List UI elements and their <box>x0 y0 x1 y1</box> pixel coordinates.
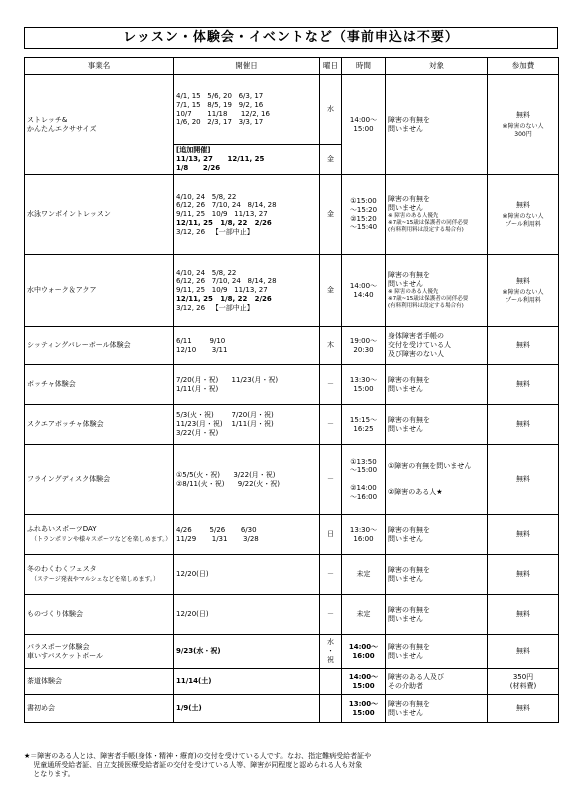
target-note <box>388 213 485 234</box>
event-fee <box>488 635 559 669</box>
target-line: 問いません <box>388 124 423 133</box>
day-line: 金 <box>327 286 334 295</box>
target-line <box>388 471 485 480</box>
day-line: 日 <box>327 530 334 539</box>
date-line: ②8/11(火・祝) 9/22(火・祝) <box>176 479 280 488</box>
event-name-line: 冬のわくわくフェスタ <box>27 565 97 574</box>
event-name-line: かんたんエクササイズ <box>27 124 97 133</box>
header-dates: 開催日 <box>174 58 320 75</box>
event-name <box>25 595 174 635</box>
target-line: 障害の有無を <box>388 525 430 534</box>
event-dates <box>174 405 320 445</box>
event-fee <box>488 515 559 555</box>
date-line: 7/1, 15 8/5, 19 9/2, 16 <box>176 100 264 109</box>
event-target <box>386 515 488 555</box>
target-note-line: ※7歳~15歳は保護者の同伴必要 <box>388 219 469 226</box>
date-line: 3/12, 26 【一部中止】 <box>176 227 254 236</box>
event-fee <box>488 445 559 515</box>
time-line: ～15:40 <box>349 223 378 232</box>
date-line: 6/12, 26 7/10, 24 8/14, 28 <box>176 277 277 286</box>
table-header-row <box>25 58 559 75</box>
event-name-line: ものづくり体験会 <box>27 610 83 619</box>
event-name-line: ストレッチ& <box>27 115 68 124</box>
date-line: 11/29 1/31 3/28 <box>176 534 259 543</box>
footnote-line: ★＝障害のある人とは、障害者手帳(身体・精神・療育)の交付を受けている人です。なお、指定難病受給者証や <box>24 752 372 760</box>
event-name <box>25 75 174 175</box>
fee-line: 無料 <box>516 530 530 539</box>
event-day <box>320 255 342 327</box>
day-line: － <box>327 475 334 484</box>
date-line: 1/8 2/26 <box>176 163 221 172</box>
additional-title: [追加開催] <box>176 146 211 155</box>
fee-note-line: 300円 <box>514 130 532 138</box>
footnote-line: 児童通所受給者証、自立支援医療受給者証の交付を受けている人等、障害が同程度と認められる人も対象 <box>24 761 363 770</box>
time-line: 19:00～ <box>349 336 378 345</box>
time-line: 14:00～ <box>348 642 379 651</box>
target-note-line: ※ 障害のある人優先 <box>388 212 439 219</box>
event-target <box>386 405 488 445</box>
event-target <box>386 445 488 515</box>
event-fee <box>488 175 559 255</box>
table-row <box>25 555 559 595</box>
table-row <box>25 515 559 555</box>
fee-line: 無料 <box>516 570 530 579</box>
event-day <box>320 405 342 445</box>
target-note-line: (有料利用料は設定する場合有) <box>388 302 464 309</box>
event-dates <box>174 595 320 635</box>
event-day <box>320 695 342 723</box>
time-line: 15:00 <box>353 124 374 133</box>
date-line: 6/11 9/10 <box>176 336 226 345</box>
date-line: 9/11, 25 10/9 11/13, 27 <box>176 286 268 295</box>
target-line: 身体障害者手帳の <box>388 332 444 341</box>
event-name-line: パラスポーツ体験会 <box>27 642 90 651</box>
date-line: 1/11(月・祝) <box>176 384 219 393</box>
time-line: ②15:20 <box>350 214 377 223</box>
date-line: 12/20(日) <box>176 570 209 579</box>
date-line: 6/12, 26 7/10, 24 8/14, 28 <box>176 201 277 210</box>
footnote <box>24 752 564 779</box>
day-line: － <box>327 420 334 429</box>
target-line: 問いません <box>388 574 423 583</box>
event-target <box>386 175 488 255</box>
event-time <box>342 595 386 635</box>
event-day <box>320 669 342 695</box>
fee-line: (材料費) <box>509 681 537 690</box>
fee-line: 無料 <box>516 276 530 285</box>
table-row <box>25 255 559 327</box>
day-line: 木 <box>327 341 334 350</box>
event-name <box>25 365 174 405</box>
event-time <box>342 555 386 595</box>
target-line: 問いません <box>388 384 423 393</box>
target-line: 問いません <box>388 651 423 660</box>
time-line: 14:00～ <box>348 672 379 681</box>
fee-line: 無料 <box>516 110 530 119</box>
time-line: 15:00 <box>352 708 375 717</box>
event-fee <box>488 255 559 327</box>
target-line: 障害の有無を <box>388 699 430 708</box>
date-line: 12/20(日) <box>176 610 209 619</box>
table-row <box>25 595 559 635</box>
fee-note-line: プール利用料 <box>505 296 541 304</box>
date-line: 11/23(月・祝) 1/11(月・祝) <box>176 420 274 429</box>
header-fee: 参加費 <box>488 58 559 75</box>
page-title: レッスン・体験会・イベントなど（事前申込は不要） <box>24 27 558 49</box>
time-line: 未定 <box>356 610 371 619</box>
target-note-line: ※ 障害のある人優先 <box>388 288 439 295</box>
date-line: 1/6, 20 2/3, 17 3/3, 17 <box>176 118 264 127</box>
day-line: － <box>327 570 334 579</box>
fee-line: 無料 <box>516 475 530 484</box>
event-target <box>386 75 488 175</box>
time-line: 14:00～ <box>349 281 378 290</box>
event-day <box>320 515 342 555</box>
event-name-line: スクエアボッチャ体験会 <box>27 420 104 429</box>
event-day: 金 <box>320 145 342 175</box>
day-line: 金 <box>327 210 334 219</box>
event-name <box>25 669 174 695</box>
day-line <box>322 677 339 686</box>
target-line: 障害の有無を <box>388 375 430 384</box>
time-line: ①13:50 <box>350 457 377 466</box>
fee-line: 無料 <box>516 704 530 713</box>
event-target <box>386 595 488 635</box>
table-row <box>25 635 559 669</box>
event-day <box>320 595 342 635</box>
event-time <box>342 695 386 723</box>
event-target <box>386 255 488 327</box>
event-fee <box>488 327 559 365</box>
event-name-line: ふれあいスポーツDAY <box>27 525 97 534</box>
event-day <box>320 555 342 595</box>
event-name <box>25 327 174 365</box>
event-name-line: シッティングバレーボール体験会 <box>27 341 131 350</box>
event-day <box>320 175 342 255</box>
table-row <box>25 445 559 515</box>
time-line: ①15:00 <box>350 197 377 205</box>
event-day: 水 <box>320 75 342 145</box>
time-line: ～15:20 <box>349 205 378 214</box>
fee-note-line: ※障害のない人 <box>502 123 544 131</box>
table-row <box>25 327 559 365</box>
date-line: 3/12, 26 【一部中止】 <box>176 303 254 312</box>
event-subtitle: （トランポリンや様々スポーツなどを楽しめます。） <box>31 536 172 544</box>
time-line <box>344 475 383 484</box>
target-line: 問いません <box>388 708 423 717</box>
event-fee <box>488 555 559 595</box>
event-name <box>25 515 174 555</box>
time-line: 13:00～ <box>348 699 379 708</box>
event-time <box>342 175 386 255</box>
event-name <box>25 445 174 515</box>
date-line: 11/14(土) <box>176 677 212 686</box>
event-fee <box>488 695 559 723</box>
table-row <box>25 669 559 695</box>
fee-line: 350円 <box>512 672 534 681</box>
event-fee <box>488 595 559 635</box>
date-line: 11/13, 27 12/11, 25 <box>176 155 265 164</box>
time-line: 14:40 <box>353 290 374 299</box>
target-line: 障害の有無を <box>388 415 430 424</box>
event-name-line: 車いすバスケットボール <box>27 651 103 660</box>
date-line: 5/3(火・祝) 7/20(月・祝) <box>176 411 274 420</box>
target-line: 問いません <box>388 204 423 213</box>
target-note-line: (有料利用料は設定する場合有) <box>388 226 464 233</box>
time-line: ～16:00 <box>349 492 378 501</box>
event-dates-additional <box>174 145 320 175</box>
time-line: 14:00～ <box>349 115 378 124</box>
target-note <box>388 289 485 310</box>
date-line: 4/10, 24 5/8, 22 <box>176 268 237 277</box>
fee-note-line: ※障害のない人 <box>502 289 544 297</box>
event-name <box>25 555 174 595</box>
target-line: 障害の有無を <box>388 115 430 124</box>
event-time <box>342 635 386 669</box>
date-line: 3/22(月・祝) <box>176 428 219 437</box>
event-time <box>342 515 386 555</box>
event-time <box>342 405 386 445</box>
fee-line: 無料 <box>516 647 530 656</box>
event-dates <box>174 255 320 327</box>
event-dates <box>174 365 320 405</box>
time-line: 15:00 <box>353 384 374 393</box>
time-line: 16:00 <box>352 651 375 660</box>
event-name-line: 書初め会 <box>27 704 55 713</box>
schedule-table <box>24 57 559 723</box>
fee-line: 無料 <box>516 341 530 350</box>
event-name <box>25 175 174 255</box>
event-target <box>386 555 488 595</box>
event-fee <box>488 365 559 405</box>
event-day <box>320 445 342 515</box>
target-line: 問いません <box>388 614 423 623</box>
event-name-line: 水中ウォーク＆アクア <box>27 286 97 295</box>
event-time <box>342 445 386 515</box>
event-time <box>342 669 386 695</box>
event-name-line: フライングディスク体験会 <box>27 475 111 484</box>
header-name: 事業名 <box>25 58 174 75</box>
target-line: 障害の有無を <box>388 195 430 204</box>
target-line: 交付を受けている人 <box>388 341 451 350</box>
time-line: 15:15～ <box>349 415 378 424</box>
fee-note-line: プール利用料 <box>505 220 541 228</box>
event-name-line: ボッチャ体験会 <box>27 380 76 389</box>
footnote-line: となります。 <box>24 770 75 779</box>
target-line: 及び障害のない人 <box>388 349 444 358</box>
day-line: － <box>327 380 334 389</box>
target-line: 問いません <box>388 534 423 543</box>
event-time <box>342 327 386 365</box>
time-line: 13:30～ <box>349 375 378 384</box>
date-line: 4/1, 15 5/6, 20 6/3, 17 <box>176 92 264 100</box>
day-line <box>322 704 339 713</box>
time-line: 20:30 <box>353 345 374 354</box>
event-fee <box>488 669 559 695</box>
time-line: ～15:00 <box>349 466 378 475</box>
event-dates <box>174 175 320 255</box>
event-dates <box>174 635 320 669</box>
event-time <box>342 75 386 175</box>
fee-note <box>490 123 556 138</box>
event-time <box>342 255 386 327</box>
target-line: その介助者 <box>388 681 423 690</box>
date-line: 7/20(月・祝) 11/23(月・祝) <box>176 375 279 384</box>
fee-note-line: ※障害のない人 <box>502 213 544 221</box>
event-fee <box>488 405 559 445</box>
event-day <box>320 635 342 669</box>
table-row <box>25 75 559 145</box>
event-dates <box>174 445 320 515</box>
event-target <box>386 695 488 723</box>
time-line: 16:25 <box>353 424 374 433</box>
fee-line: 無料 <box>516 200 530 209</box>
event-dates <box>174 327 320 365</box>
event-day <box>320 327 342 365</box>
target-line: 障害の有無を <box>388 271 430 280</box>
event-name-line: 茶道体験会 <box>27 677 62 686</box>
event-time <box>342 365 386 405</box>
event-day <box>320 365 342 405</box>
table-row <box>25 175 559 255</box>
event-fee <box>488 75 559 175</box>
event-dates <box>174 695 320 723</box>
date-line: 9/23(水・祝) <box>176 647 221 656</box>
event-name-line: 水泳ワンポイントレッスン <box>27 210 111 219</box>
fee-note <box>490 213 556 228</box>
target-line: ①障害の有無を問いません <box>388 462 472 470</box>
header-target: 対象 <box>386 58 488 75</box>
date-line: 4/10, 24 5/8, 22 <box>176 192 237 201</box>
fee-line: 無料 <box>516 610 530 619</box>
table-row <box>25 405 559 445</box>
time-line: 16:00 <box>353 534 374 543</box>
event-target <box>386 365 488 405</box>
date-line: 12/11, 25 1/8, 22 2/26 <box>176 218 272 227</box>
date-line: 9/11, 25 10/9 11/13, 27 <box>176 210 268 219</box>
fee-line: 無料 <box>516 420 530 429</box>
event-name <box>25 635 174 669</box>
event-name <box>25 255 174 327</box>
target-line <box>388 480 485 489</box>
event-name <box>25 695 174 723</box>
target-line: 問いません <box>388 280 423 289</box>
day-line: 祝 <box>327 655 334 664</box>
target-line: 問いません <box>388 424 423 433</box>
table-row <box>25 695 559 723</box>
fee-line: 無料 <box>516 380 530 389</box>
target-line: 障害の有無を <box>388 642 430 651</box>
header-day: 曜日 <box>320 58 342 75</box>
date-line: 4/26 5/26 6/30 <box>176 525 257 534</box>
day-line: ・ <box>327 647 334 656</box>
header-time: 時間 <box>342 58 386 75</box>
event-target <box>386 669 488 695</box>
date-line: 10/7 11/18 12/2, 16 <box>176 109 270 118</box>
time-line: ②14:00 <box>350 483 377 492</box>
table-row <box>25 365 559 405</box>
target-line: 障害のある人及び <box>388 672 444 681</box>
event-name <box>25 405 174 445</box>
event-dates <box>174 555 320 595</box>
event-target <box>386 635 488 669</box>
day-line: 水 <box>327 638 334 647</box>
fee-note <box>490 289 556 304</box>
event-target <box>386 327 488 365</box>
target-line: 障害の有無を <box>388 565 430 574</box>
target-line: 障害の有無を <box>388 605 430 614</box>
time-line: 未定 <box>356 570 371 579</box>
date-line: 1/9(土) <box>176 704 202 713</box>
event-dates <box>174 75 320 145</box>
event-dates <box>174 515 320 555</box>
date-line: ①5/5(火・祝) 3/22(月・祝) <box>176 470 276 479</box>
time-line: 15:00 <box>352 681 375 690</box>
time-line: 13:30～ <box>349 525 378 534</box>
target-line: ②障害のある人★ <box>388 488 443 497</box>
event-subtitle: （ステージ発表やマルシェなどを楽しめます。） <box>31 576 160 584</box>
event-dates <box>174 669 320 695</box>
date-line: 12/11, 25 1/8, 22 2/26 <box>176 294 272 303</box>
target-note-line: ※7歳~15歳は保護者の同伴必要 <box>388 295 469 302</box>
date-line: 12/10 3/11 <box>176 345 228 354</box>
day-line: － <box>327 610 334 619</box>
